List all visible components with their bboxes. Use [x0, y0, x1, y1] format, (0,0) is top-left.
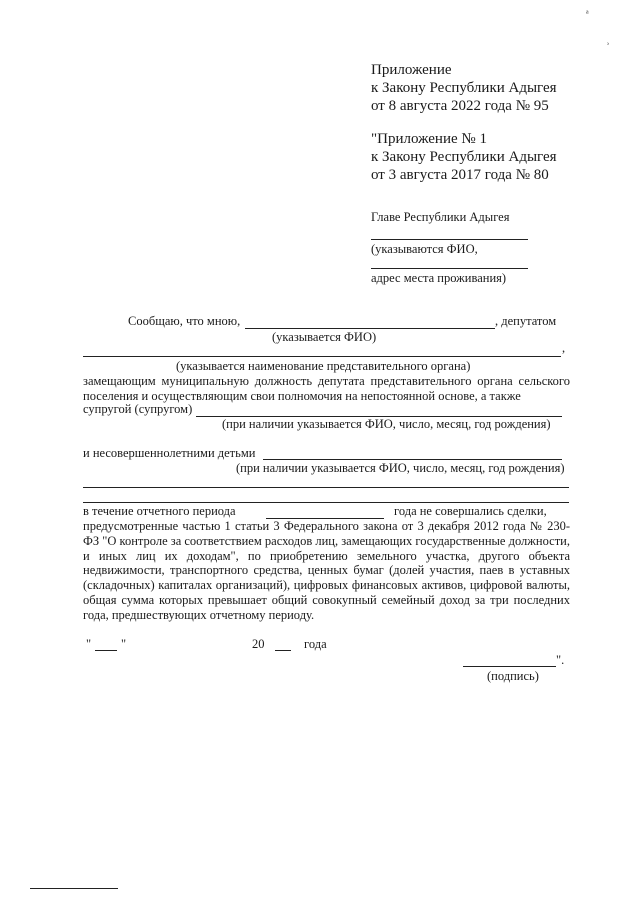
appendix1-law-reference: к Закону Республики Адыгея — [371, 149, 557, 165]
spouse-hint: (при наличии указывается ФИО, число, месяц, год рождения) — [222, 417, 551, 431]
signature-line — [463, 666, 556, 667]
organ-line — [83, 356, 561, 357]
signature-hint: (подпись) — [487, 669, 539, 683]
addressee-fio-hint: (указываются ФИО, — [371, 242, 478, 256]
addressee-address-hint: адрес места проживания) — [371, 271, 507, 285]
scan-mark: ʾ — [606, 40, 610, 54]
date-quote-close: " — [121, 637, 127, 651]
appendix-label: Приложение — [371, 62, 452, 78]
intro-text: Сообщаю, что мною, — [128, 314, 241, 328]
declarant-fio-hint: (указывается ФИО) — [272, 330, 377, 344]
period-label: в течение отчетного периода — [83, 504, 236, 518]
date-year-word: года — [304, 637, 327, 651]
scan-mark: ᵃ — [586, 8, 589, 19]
paragraph-deputy-status: замещающим муниципальную должность депутата представительного органа сельского поселения и осуществляющим свои полномочия на непостоянной основе, а также — [83, 374, 570, 403]
organ-hint: (указывается наименование представительного органа) — [176, 359, 471, 373]
appendix1-law-date: от 3 августа 2017 года № 80 — [371, 167, 549, 183]
date-year-prefix: 20 — [252, 637, 265, 651]
date-year-line — [275, 650, 291, 651]
law-reference: к Закону Республики Адыгея — [371, 80, 557, 96]
blank-line — [83, 502, 569, 503]
blank-line — [83, 487, 569, 488]
spouse-label: супругой (супругом) — [83, 402, 193, 416]
period-suffix: года не совершались сделки, — [394, 504, 547, 518]
children-hint: (при наличии указывается ФИО, число, месяц, год рождения) — [236, 461, 565, 475]
law-date: от 8 августа 2022 года № 95 — [371, 98, 549, 114]
addressee-title: Главе Республики Адыгея — [371, 210, 510, 224]
date-day-line — [95, 650, 117, 651]
appendix1-label: "Приложение № 1 — [371, 131, 487, 147]
intro-end-text: , депутатом — [495, 314, 557, 328]
children-label: и несовершеннолетними детьми — [83, 446, 256, 460]
addressee-fio-line — [371, 239, 528, 240]
footnote-separator — [30, 888, 118, 889]
children-line — [263, 459, 562, 460]
closing-mark: ". — [556, 653, 565, 667]
addressee-address-line — [371, 268, 528, 269]
date-quote-open: " — [86, 637, 92, 651]
paragraph-transactions: предусмотренные частью 1 статьи 3 Федерального закона от 3 декабря 2012 года № 230-ФЗ "О контроле за соответствием расходов лиц, замещающих государственные должности, и иных лиц их доходам", по приобретению земельного участка, другого объекта недвижимости, транспортного средства, ценных бумаг (долей участия, паев в уставных (складочных) капиталах организаций), цифровых финансовых активов, цифровой валюты, общая сумма которых превышает общий совокупный семейный доход за три последних года, предшествующих отчетному периоду. — [83, 519, 570, 622]
declarant-fio-line — [245, 328, 495, 329]
organ-comma: , — [562, 341, 566, 355]
